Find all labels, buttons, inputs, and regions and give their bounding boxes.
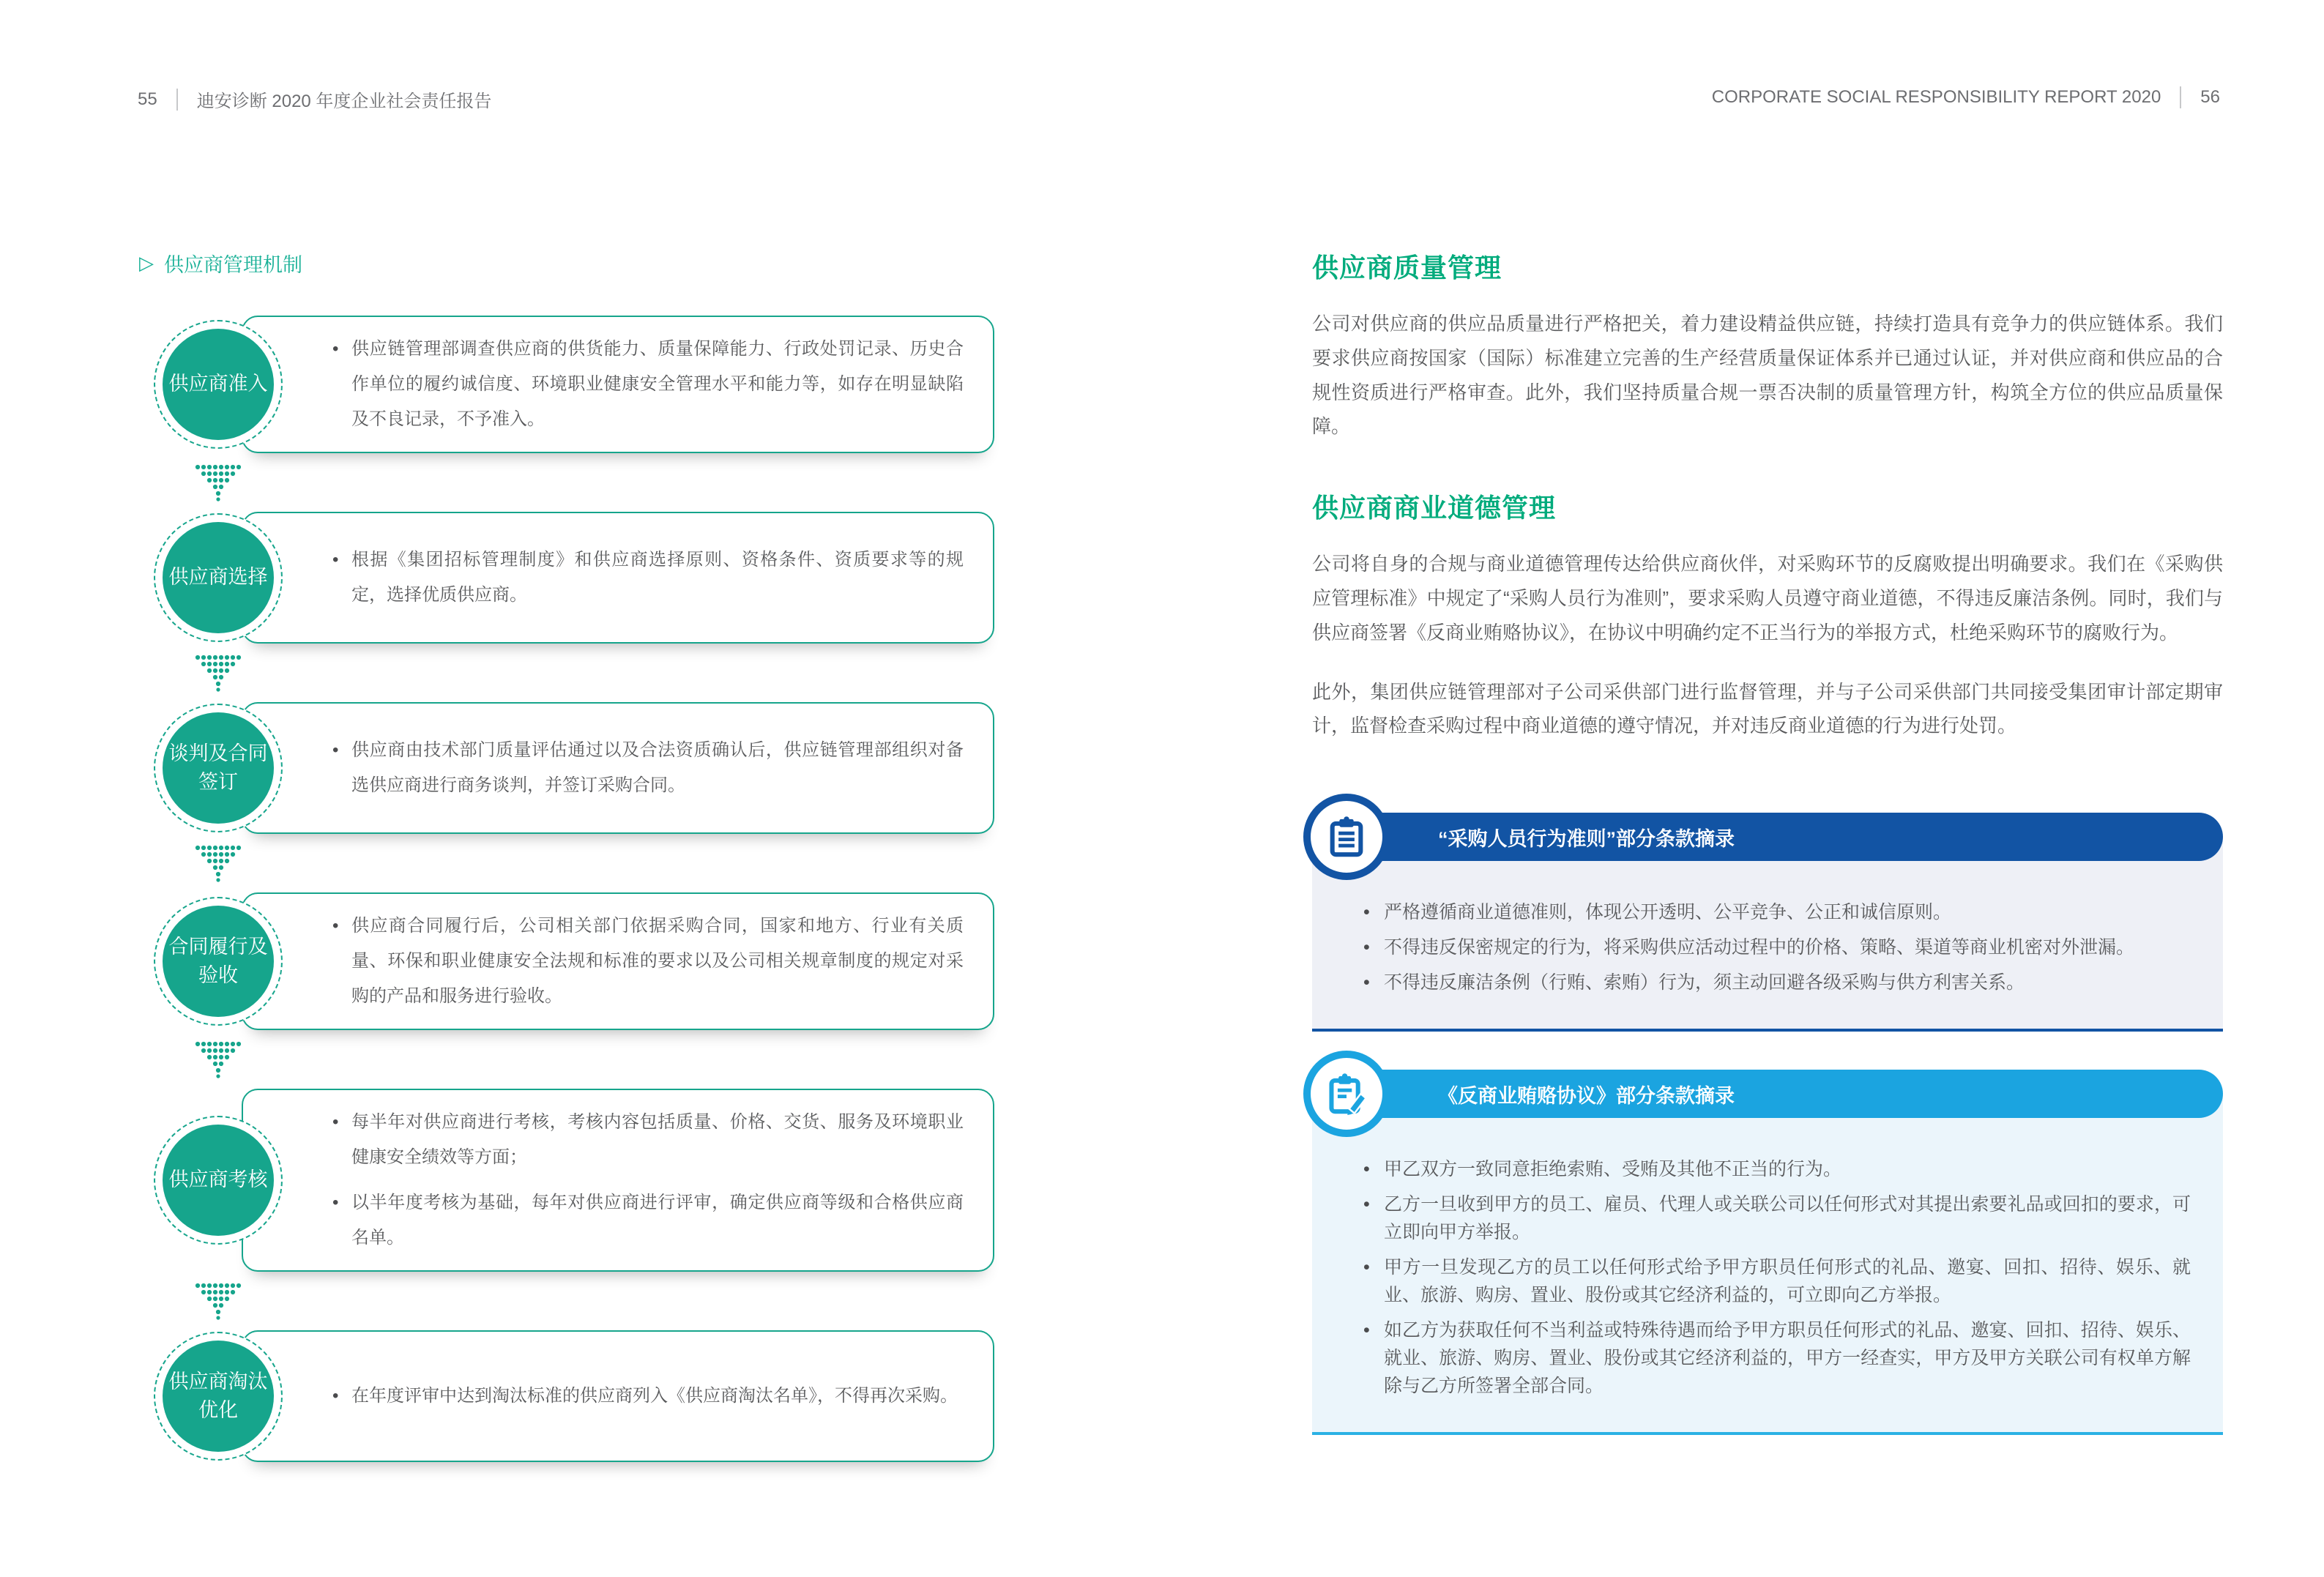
step-box [242,892,994,1030]
step-circle [154,1116,283,1245]
step-bullet: • 在年度评审中达到淘汰标准的供应商列入《供应商淘汰名单》，不得再次采购。 [329,1379,964,1414]
step-bullet: • 根据《集团招标管理制度》和供应商选择原则、资格条件、资质要求等的规定，选择优质供应商。 [329,543,964,613]
callout-header [1312,1070,2223,1118]
step-bullet: • 供应链管理部调查供应商的供货能力、质量保障能力、行政处罚记录、历史合作单位的履约诚信度、环境职业健康安全管理水平和能力等，如存在明显缺陷及不良记录，不予准入。 [329,332,964,437]
heading-supplier-ethics: 供应商商业道德管理 [1312,493,1557,523]
flow-step-contract-performance-acceptance [139,892,994,1030]
flow-step-supplier-selection [139,512,994,644]
callout-body [1312,1094,2223,1435]
callout-bullet: • 不得违反保密规定的行为，将采购供应活动过程中的价格、策略、渠道等商业机密对外泄漏。 [1360,933,2191,961]
dotted-down-arrow-icon [195,1040,242,1078]
supplier-management-flow [139,249,994,1462]
callout-bullet: • 乙方一旦收到甲方的员工、雇员、代理人或关联公司以任何形式对其提出索要礼品或回扣的要求，可立即向甲方举报。 [1360,1190,2191,1246]
section-label-text: 供应商管理机制 [164,254,302,276]
step-bullet: • 每半年对供应商进行考核，考核内容包括质量、价格、交货、服务及环境职业健康安全绩效等方面； [329,1105,964,1175]
step-circle-label: 供应商考核 [163,1125,274,1236]
left-page-header [138,86,491,112]
callout-bullet: • 严格遵循商业道德准则，体现公开透明、公平竞争、公正和诚信原则。 [1360,898,2191,926]
step-circle [154,897,283,1026]
clipboard-pen-icon [1303,1051,1390,1137]
clipboard-icon [1303,794,1390,880]
right-page-header [1712,86,2220,108]
callout-code-of-conduct [1312,813,2223,1032]
right-page-content [1312,247,2223,1435]
left-page-number: 55 [138,89,157,109]
step-box [242,512,994,644]
step-circle [154,1332,283,1461]
dotted-down-arrow-icon [195,463,242,502]
callout-title: 《反商业贿赂协议》部分条款摘录 [1438,1084,1735,1107]
flow-step-negotiation-contract [139,702,994,834]
step-circle-label: 合同履行及验收 [163,906,274,1017]
step-circle-label: 谈判及合同签订 [163,712,274,824]
flow-step-supplier-elimination [139,1330,994,1462]
dotted-down-arrow-icon [195,654,242,692]
section-label [139,249,994,277]
step-box [242,1330,994,1462]
step-circle [154,704,283,832]
step-circle-label: 供应商淘汰优化 [163,1341,274,1452]
flow-step-supplier-admission [139,316,994,453]
paragraph: 公司对供应商的供应品质量进行严格把关，着力建设精益供应链，持续打造具有竞争力的供应链体系。我们要求供应商按国家（国际）标准建立完善的生产经营质量保证体系并已通过认证，并对供应商和供应品的合规性资质进行严格审查。此外，我们坚持质量合规一票否决制的质量管理方针，构筑全方位的供应品质量保障。 [1312,313,2223,438]
callout-anti-bribery-agreement [1312,1070,2223,1435]
header-divider [176,89,178,111]
step-box [242,316,994,453]
step-circle [154,320,283,449]
step-circle [154,513,283,642]
left-report-title: 迪安诊断 2020 年度企业社会责任报告 [196,92,492,111]
callout-bullet: • 如乙方为获取任何不当利益或特殊待遇而给予甲方职员任何形式的礼品、邀宴、回扣、招待、娱乐、就业、旅游、购房、置业、股份或其它经济利益的，甲方一经查实，甲方及甲方关联公司有权单方解除与乙方所签署全部合同。 [1360,1316,2191,1400]
step-bullet: • 供应商由技术部门质量评估通过以及合法资质确认后，供应链管理部组织对备选供应商进行商务谈判，并签订采购合同。 [329,733,964,803]
heading-supplier-quality: 供应商质量管理 [1312,253,1502,283]
triangle-marker-icon: ▷ [139,252,154,274]
paragraph: 此外，集团供应链管理部对子公司采供部门进行监督管理，并与子公司采供部门共同接受集团审计部定期审计，监督检查采购过程中商业道德的遵守情况，并对违反商业道德的行为进行处罚。 [1312,680,2223,737]
step-bullet: • 供应商合同履行后，公司相关部门依据采购合同，国家和地方、行业有关质量、环保和职业健康安全法规和标准的要求以及公司相关规章制度的规定对采购的产品和服务进行验收。 [329,909,964,1014]
callout-bullet: • 甲方一旦发现乙方的员工以任何形式给予甲方职员任何形式的礼品、邀宴、回扣、招待、娱乐、就业、旅游、购房、置业、股份或其它经济利益的，可立即向乙方举报。 [1360,1253,2191,1309]
callout-bullet: • 甲乙双方一致同意拒绝索贿、受贿及其他不正当的行为。 [1360,1155,2191,1183]
flow-step-supplier-assessment [139,1089,994,1272]
step-box [242,702,994,834]
step-circle-label: 供应商准入 [163,329,274,440]
flow-steps [139,316,994,1462]
step-bullet: • 以半年度考核为基础，每年对供应商进行评审，确定供应商等级和合格供应商名单。 [329,1185,964,1256]
callout-header [1312,813,2223,861]
header-divider [2180,86,2181,108]
right-page-number: 56 [2200,87,2220,107]
step-circle-label: 供应商选择 [163,522,274,633]
paragraph: 公司将自身的合规与商业道德管理传达给供应商伙伴，对采购环节的反腐败提出明确要求。我们在《采购供应管理标准》中规定了“采购人员行为准则”，要求采购人员遵守商业道德，不得违反廉洁条例。同时，我们与供应商签署《反商业贿赂协议》，在协议中明确约定不正当行为的举报方式，杜绝采购环节的腐败行为。 [1312,553,2223,644]
dotted-down-arrow-icon [195,844,242,882]
callout-bullet: • 不得违反廉洁条例（行贿、索贿）行为，须主动回避各级采购与供方利害关系。 [1360,969,2191,996]
callout-body [1312,837,2223,1032]
callout-title: “采购人员行为准则”部分条款摘录 [1438,827,1735,850]
right-report-title: CORPORATE SOCIAL RESPONSIBILITY REPORT 2020 [1711,87,2161,107]
dotted-down-arrow-icon [195,1282,242,1320]
step-box [242,1089,994,1272]
